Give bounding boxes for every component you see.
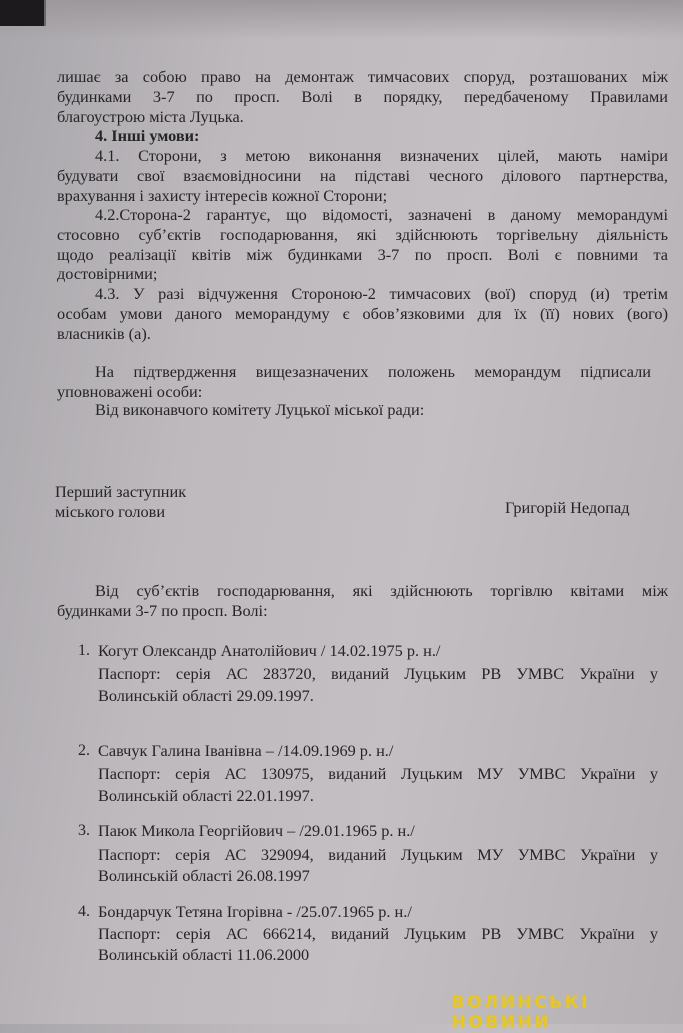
list-number: 4. xyxy=(78,903,90,920)
text-line: будинками 3-7 по просп. Волі в порядку, передбаченому Правилами xyxy=(57,87,668,106)
page-edge xyxy=(44,0,46,26)
text-line: будувати свої взаємовідносини на підставі чесного ділового партнерства, xyxy=(57,166,668,185)
entity-issued: Волинській області 11.06.2000 xyxy=(98,945,310,964)
entity-passport: Паспорт: серія АС 283720, виданий Луцьким РВ УМВС України у xyxy=(98,664,658,683)
section-heading: 4. Інші умови: xyxy=(95,126,200,145)
entity-issued: Волинській області 26.08.1997 xyxy=(98,866,310,885)
text-line: Від виконавчого комітету Луцької міської ради: xyxy=(95,400,425,419)
entity-passport: Паспорт: серія АС 130975, виданий Луцьким МУ УМВС України у xyxy=(98,764,658,783)
text-line: На підтвердження вищезазначених положень меморандум підписали xyxy=(95,362,651,381)
text-line: благоустрою міста Луцька. xyxy=(57,107,244,126)
entity-name: Бондарчук Тетяна Ігорівна - /25.07.1965 р. н./ xyxy=(98,902,412,921)
entity-passport: Паспорт: серія АС 329094, виданий Луцьким МУ УМВС України у xyxy=(98,845,658,864)
signatory-name: Григорій Недопад xyxy=(505,498,630,517)
entity-issued: Волинській області 29.09.1997. xyxy=(98,686,314,705)
entity-name: Когут Олександр Анатолійович / 14.02.1975 р. н./ xyxy=(98,641,441,660)
text-line: уповноважені особи: xyxy=(57,382,203,401)
list-number: 2. xyxy=(78,742,90,759)
list-number: 3. xyxy=(78,822,90,839)
text-line: 4.1. Сторони, з метою виконання визначених цілей, мають наміри xyxy=(95,146,668,165)
text-line: достовірними; xyxy=(57,264,158,283)
entity-passport: Паспорт: серія АС 666214, виданий Луцьким РВ УМВС України у xyxy=(98,924,658,943)
entity-issued: Волинській області 22.01.1997. xyxy=(98,786,314,805)
background-corner xyxy=(0,0,44,26)
text-line: особам умови даного меморандуму є обов’язковими для їх (її) нових (вого) xyxy=(57,304,668,323)
entity-name: Паюк Микола Георгійович – /29.01.1965 р. н./ xyxy=(98,821,415,840)
text-line: 4.3. У разі відчуження Стороною-2 тимчасових (вої) споруд (и) третім xyxy=(95,284,668,303)
text-line: лишає за собою право на демонтаж тимчасових споруд, розташованих між xyxy=(57,67,668,86)
text-line: Від суб’єктів господарювання, які здійснюють торгівлю квітами між xyxy=(95,581,668,600)
text-line: власників (а). xyxy=(57,324,151,343)
text-line: 4.2.Сторона-2 гарантує, що відомості, зазначені в даному меморандумі xyxy=(95,205,668,224)
page-shadow xyxy=(0,0,683,40)
text-line: щодо реалізації квітів між будинками 3-7 по просп. Волі є повними та xyxy=(57,245,668,264)
list-number: 1. xyxy=(78,642,90,659)
text-line: будинками 3-7 по просп. Волі: xyxy=(57,601,268,620)
watermark-logo: ВОЛИНСЬКІ НОВИНИ xyxy=(452,993,591,1033)
signatory-title: Перший заступник xyxy=(55,482,187,501)
entity-name: Савчук Галина Іванівна – /14.09.1969 р. н./ xyxy=(98,741,394,760)
text-line: стосовно суб’єктів господарювання, які здійснюють торгівельну діяльність xyxy=(57,225,668,244)
signatory-title: міського голови xyxy=(55,502,166,521)
text-line: врахування і захисту інтересів кожної Сторони; xyxy=(57,186,388,205)
